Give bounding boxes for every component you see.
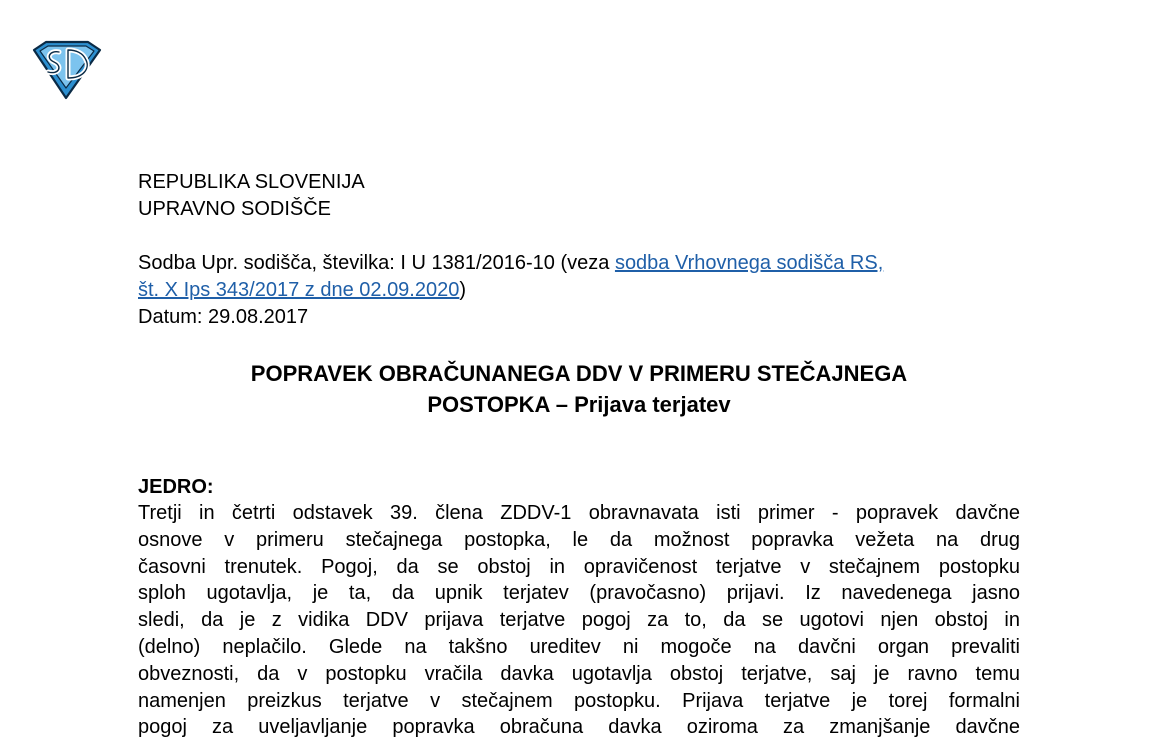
header-court: UPRAVNO SODIŠČE: [138, 198, 331, 220]
reference-prefix: Sodba Upr. sodišča, številka: I U 1381/2016-10 (veza: [138, 252, 615, 274]
paragraph-line: namenjen preizkus terjatve v stečajnem postopku. Prijava terjatve je torej formalni: [138, 689, 1020, 712]
court-logo: [28, 38, 106, 100]
paragraph-line: pogoj za uveljavljanje popravka obračuna davka oziroma za zmanjšanje davčne: [138, 716, 1020, 739]
title-line-1: POPRAVEK OBRAČUNANEGA DDV V PRIMERU STEČAJNEGA: [250, 361, 908, 386]
jedro-paragraph: [138, 500, 1020, 741]
court-logo-icon: [28, 38, 106, 100]
title-line-2: POSTOPKA – Prijava terjatev: [427, 392, 731, 417]
paragraph-line: sploh ugotavlja, je ta, da upnik terjatev (pravočasno) prijavi. Iz navedenega jasno: [138, 582, 1020, 605]
reference-suffix: ): [459, 279, 467, 301]
paragraph-line: Tretji in četrti odstavek 39. člena ZDDV-1 obravnavata isti primer - popravek davčne: [138, 502, 1020, 524]
document-title: [138, 358, 1020, 420]
judgment-date: Datum: 29.08.2017: [138, 306, 309, 328]
supreme-court-link[interactable]: sodba Vrhovnega sodišča RS,: [614, 252, 884, 274]
paragraph-line: časovni trenutek. Pogoj, da se obstoj in opravičenost terjatve v stečajnem postopku: [138, 555, 1020, 578]
court-header: [138, 169, 365, 223]
reference-line-1: [138, 250, 1038, 277]
supreme-court-link-continued[interactable]: št. X Ips 343/2017 z dne 02.09.2020: [138, 279, 460, 301]
jedro-heading: JEDRO:: [138, 476, 214, 498]
paragraph-line: sledi, da je z vidika DDV prijava terjatve pogoj za to, da se ugotovi njen obstoj in: [138, 609, 1020, 632]
judgment-reference: [138, 250, 1038, 331]
paragraph-line: (delno) neplačilo. Glede na takšno ureditev ni mogoče na davčni organ prevaliti: [138, 635, 1020, 658]
paragraph-line: obveznosti, da v postopku vračila davka ugotavlja obstoj terjatve, saj je ravno temu: [138, 662, 1020, 685]
reference-line-2: [138, 277, 1038, 304]
header-republic: REPUBLIKA SLOVENIJA: [138, 171, 365, 193]
paragraph-line: osnove v primeru stečajnega postopka, le da možnost popravka vežeta na drug: [138, 528, 1020, 551]
